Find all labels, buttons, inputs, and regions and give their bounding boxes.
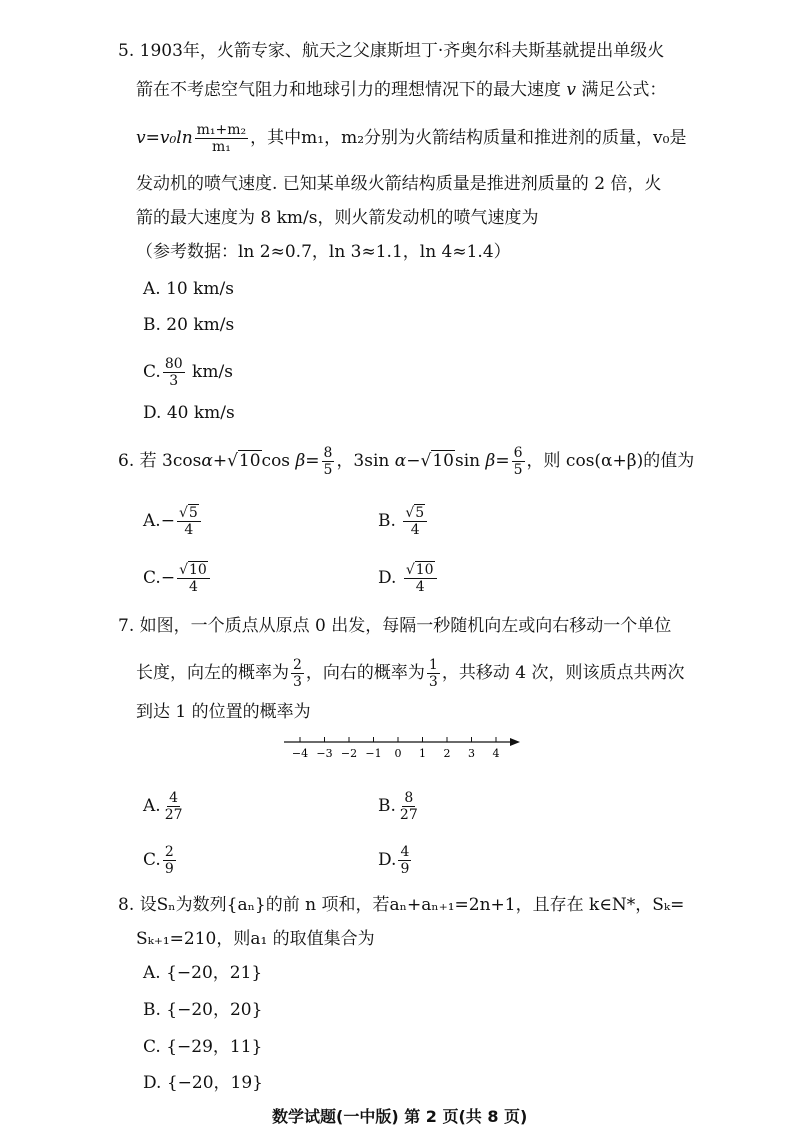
number-line-figure xyxy=(282,730,522,762)
q5-option-c: C. $\frac{80}{3}$ km/s xyxy=(143,356,233,389)
number-line-tick-label: −2 xyxy=(340,747,358,760)
number-line-tick-label: 1 xyxy=(419,747,426,760)
q6-option-d: D. $\frac{√10}{4}$ xyxy=(378,562,439,595)
q5-option-b: B. 20 km/s xyxy=(143,315,235,335)
page-footer: 数学试题(一中版) 第 2 页(共 8 页) xyxy=(272,1107,528,1126)
q6-stem: 6. 若 3cosα+√10cos β= $\frac{8}{5}$ ，3sin α−√10sin β= $\frac{6}{5}$ ，则 cos(α+β)的值为 xyxy=(118,445,695,478)
q7-option-a: A. $\frac{4}{27}$ xyxy=(143,790,183,823)
mass-fraction: $\frac{\text{m₁+m₂}}{\text{m₁}}$ xyxy=(196,122,247,155)
q5-line-1: 5. 1903年，火箭专家、航天之父康斯坦丁·齐奥尔科夫斯基就提出单级火 xyxy=(118,41,665,61)
number-line-tick-label: 4 xyxy=(492,747,500,760)
q8-option-a: A. {−20，21} xyxy=(143,963,263,983)
number-line-tick-label: 0 xyxy=(394,747,402,760)
q7-option-d: D. $\frac{4}{9}$ xyxy=(378,844,410,877)
q5-option-a: A. 10 km/s xyxy=(143,279,234,299)
q5-line-2: 箭在不考虑空气阻力和地球引力的理想情况下的最大速度 v 满足公式： xyxy=(136,80,667,100)
q7-option-c: C. $\frac{2}{9}$ xyxy=(143,844,174,877)
number-line-tick-label: −3 xyxy=(316,747,333,760)
q5-option-d: D. 40 km/s xyxy=(143,403,235,423)
q5-line-3: v=v₀ln $\frac{\text{m₁+m₂}}{\text{m₁}}$ ，其中m₁，m₂分别为火箭结构质量和推进剂的质量，v₀是 xyxy=(136,122,687,155)
q8-option-b: B. {−20，20} xyxy=(143,1000,263,1020)
q5-reference-data: （参考数据：ln 2≈0.7，ln 3≈1.1，ln 4≈1.4） xyxy=(136,242,511,262)
q7-line-1: 7. 如图，一个质点从原点 0 出发，每隔一秒随机向左或向右移动一个单位 xyxy=(118,616,672,636)
number-line-tick-label: 3 xyxy=(468,747,475,760)
q7-line-2: 长度，向左的概率为 $\frac{2}{3}$ ，向右的概率为 $\frac{1}{3}$ ，共移动 4 次，则该质点共两次 xyxy=(136,657,685,690)
q6-option-b: B. $\frac{√5}{4}$ xyxy=(378,505,429,538)
q6-option-a: A.− $\frac{√5}{4}$ xyxy=(143,505,203,538)
q5-line-4: 发动机的喷气速度. 已知某单级火箭结构质量是推进剂质量的 2 倍，火 xyxy=(136,174,662,194)
q8-option-d: D. {−20，19} xyxy=(143,1073,263,1093)
q8-option-c: C. {−29，11} xyxy=(143,1037,263,1057)
q5-line-5: 箭的最大速度为 8 km/s，则火箭发动机的喷气速度为 xyxy=(136,208,539,228)
number-line-tick-label: −1 xyxy=(365,747,382,760)
q7-line-3: 到达 1 的位置的概率为 xyxy=(136,702,311,722)
number-line-tick-label: 2 xyxy=(443,747,451,760)
number-line-arrow xyxy=(510,738,520,746)
q7-option-b: B. $\frac{8}{27}$ xyxy=(378,790,418,823)
q8-line-1: 8. 设Sₙ为数列{aₙ}的前 n 项和，若aₙ+aₙ₊₁=2n+1，且存在 k∈N*，Sₖ= xyxy=(118,895,685,915)
number-line-tick-label: −4 xyxy=(291,747,309,760)
q8-line-2: Sₖ₊₁=210，则a₁ 的取值集合为 xyxy=(136,929,375,949)
q6-option-c: C.− $\frac{√10}{4}$ xyxy=(143,562,212,595)
